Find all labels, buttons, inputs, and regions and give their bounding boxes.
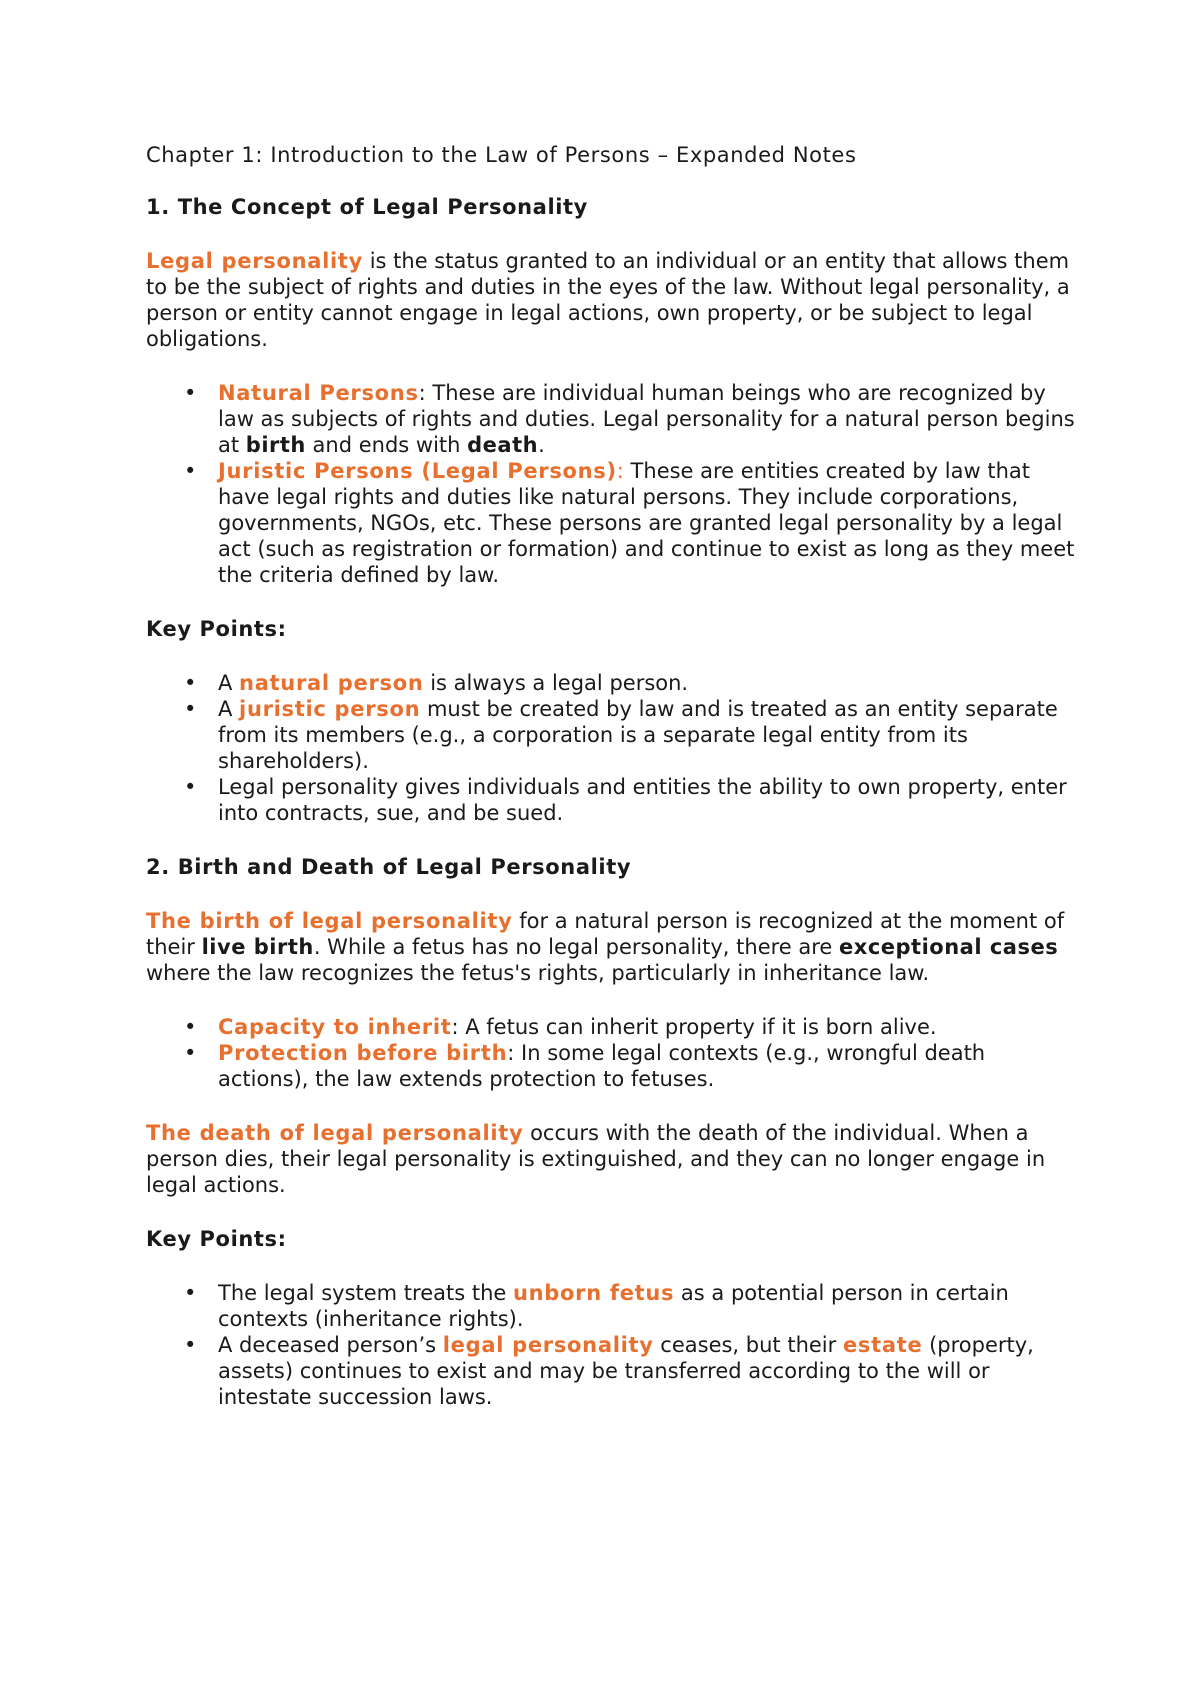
highlight-term: natural person: [239, 671, 424, 695]
paragraph-birth: The birth of legal personality for a natural person is recognized at the moment of their live birth. While a fetus has no legal personality, there are exceptional cases where the law recognizes the fetus's rights, particularly in inheritance law.: [146, 909, 1065, 985]
highlight-term: The death of legal personality: [146, 1121, 524, 1145]
list-item: • The legal system treats the unborn fetus as a potential person in certain contexts (inheritance rights).: [218, 1280, 1076, 1332]
section-heading-birth-death: 2. Birth and Death of Legal Personality: [146, 855, 632, 879]
list-item-natural-persons: • Natural Persons: These are individual human beings who are recognized by law as subjects of rights and duties. Legal personality for a natural person begins at birth and ends with death.: [218, 380, 1076, 458]
bold-term: live birth: [201, 935, 314, 959]
paragraph-death: The death of legal personality occurs with the death of the individual. When a person dies, their legal personality is extinguished, and they can no longer engage in legal actions.: [146, 1121, 1046, 1197]
list-item: • Legal personality gives individuals and entities the ability to own property, enter into contracts, sue, and be sued.: [218, 774, 1076, 826]
list-item: • A natural person is always a legal person.: [218, 670, 1076, 696]
highlight-term: Protection before birth: [218, 1041, 508, 1065]
key-points-heading: Key Points:: [146, 617, 287, 641]
paragraph-text: is the status granted to an individual or an entity that allows them to be the subject of rights and duties in the eyes of the law. Without legal personality, a person or entity cannot engage in legal actions, own property, or be subject to legal obligations.: [146, 249, 1070, 351]
list-item-protection: • Protection before birth: In some legal contexts (e.g., wrongful death actions), the law extends protection to fetuses.: [218, 1040, 1076, 1092]
document-page: [146, 142, 1076, 1438]
highlight-term: unborn fetus: [512, 1281, 675, 1305]
list-item: • A juristic person must be created by law and is treated as an entity separate from its members (e.g., a corporation is a separate legal entity from its shareholders).: [218, 696, 1076, 774]
document-title: Chapter 1: Introduction to the Law of Persons – Expanded Notes: [146, 143, 857, 167]
list-item: • A deceased person’s legal personality ceases, but their estate (property, assets) continues to exist and may be transferred according to the will or intestate succession laws.: [218, 1332, 1076, 1410]
highlight-term: Natural Persons: [218, 381, 419, 405]
highlight-term: juristic person: [239, 697, 421, 721]
highlight-term: Juristic Persons (Legal Persons): [218, 459, 617, 483]
highlight-term: legal personality: [442, 1333, 654, 1357]
list-item-capacity: • Capacity to inherit: A fetus can inherit property if it is born alive.: [218, 1014, 1076, 1040]
section-heading-concept: 1. The Concept of Legal Personality: [146, 195, 588, 219]
person-types-list: [146, 380, 1076, 588]
fetus-rights-list: [146, 1014, 1076, 1092]
bold-term: exceptional cases: [839, 935, 1059, 959]
highlight-term: Legal personality: [146, 249, 364, 273]
paragraph-legal-personality: [146, 248, 1076, 352]
list-item-juristic-persons: • Juristic Persons (Legal Persons): These are entities created by law that have legal rights and duties like natural persons. They include corporations, governments, NGOs, etc. These persons are granted legal personality by a legal act (such as registration or formation) and continue to exist as long as they meet the criteria defined by law.: [218, 458, 1076, 588]
key-points-heading: Key Points:: [146, 1227, 287, 1251]
highlight-term: Capacity to inherit: [218, 1015, 452, 1039]
bold-term: death: [467, 433, 539, 457]
bold-term: birth: [245, 433, 306, 457]
key-points-list-2: [146, 1280, 1076, 1410]
highlight-term: The birth of legal personality: [146, 909, 513, 933]
highlight-term: estate: [842, 1333, 923, 1357]
key-points-list-1: [146, 670, 1076, 826]
